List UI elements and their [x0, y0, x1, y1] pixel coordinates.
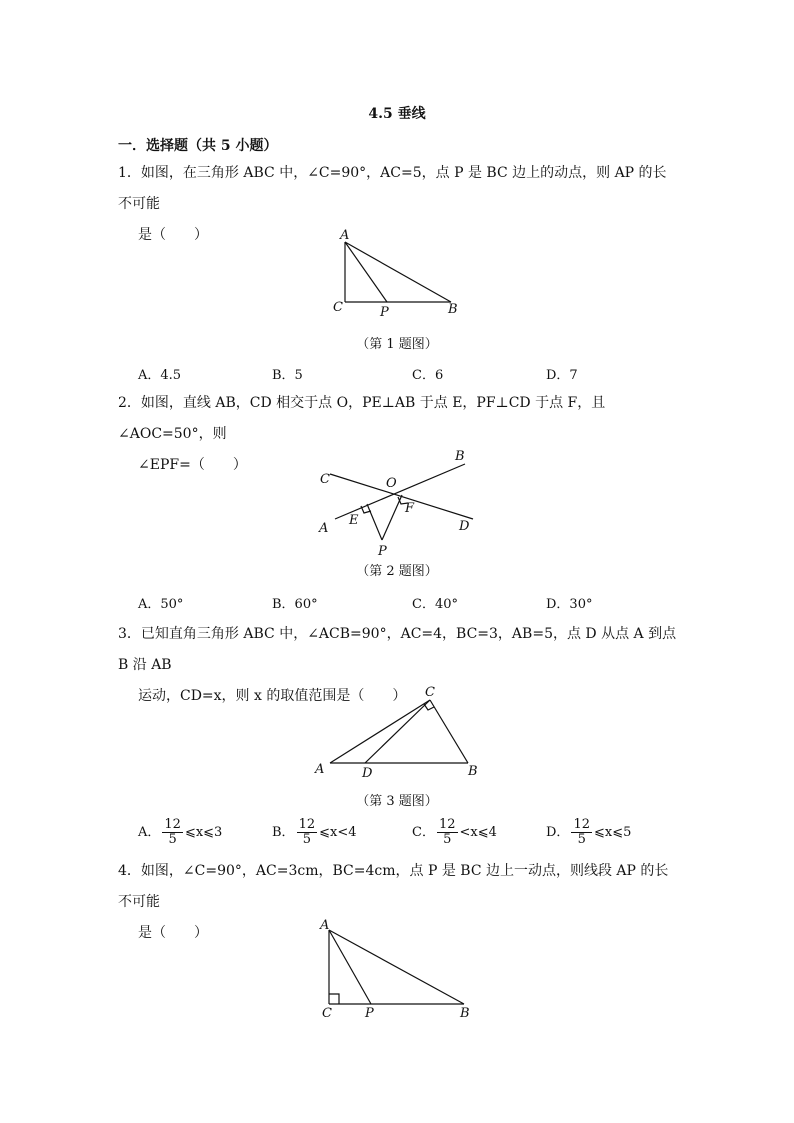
figure-1-caption: （第 1 题图） — [356, 337, 438, 352]
label-C: C — [320, 472, 330, 487]
label-C: C — [333, 300, 343, 315]
figure-2-caption: （第 2 题图） — [356, 564, 438, 579]
fraction: $\frac{12}{5}$ — [298, 817, 316, 847]
fraction: $\frac{12}{5}$ — [573, 817, 590, 847]
option-inequality: ⩽x⩽5 — [593, 825, 632, 840]
option-letter: A． — [138, 825, 161, 840]
question-text: 如图，直线 AB，CD 相交于点 O，PE⊥AB 于点 E，PF⊥CD 于点 F，且∠AOC=50°，则 — [118, 395, 606, 442]
option-d[interactable] — [546, 818, 631, 847]
label-B: B — [468, 764, 478, 779]
question-text-continued: 运动，CD=x，则 x 的取值范围是（ ） — [138, 688, 407, 704]
option-b[interactable]: B．5 — [272, 368, 303, 383]
option-b[interactable]: B．60° — [272, 597, 318, 612]
page-title: 4.5 垂线 — [368, 106, 426, 122]
option-c[interactable]: C．40° — [412, 597, 458, 612]
question-number: 3． — [118, 626, 141, 642]
fraction: $\frac{12}{5}$ — [164, 817, 181, 847]
option-a[interactable] — [138, 818, 222, 847]
fraction: $\frac{12}{5}$ — [438, 817, 456, 847]
label-C: C — [322, 1006, 332, 1021]
label-A: A — [319, 521, 329, 536]
label-A: A — [340, 228, 350, 243]
question-number: 1． — [118, 165, 141, 181]
question-text-continued: 是（ ） — [138, 227, 208, 243]
option-d[interactable]: D．30° — [546, 597, 593, 612]
option-inequality: ⩽x<4 — [319, 825, 357, 840]
question-text: 如图，在三角形 ABC 中，∠C=90°，AC=5，点 P 是 BC 边上的动点，则 AP 的长不可能 — [118, 165, 667, 212]
label-A: A — [315, 762, 325, 777]
label-P: P — [365, 1006, 374, 1021]
question-text: 如图，∠C=90°，AC=3cm，BC=4cm，点 P 是 BC 边上一动点，则线段 AP 的长不可能 — [118, 863, 669, 910]
option-letter: D． — [546, 825, 570, 840]
section-heading: 一．选择题（共 5 小题） — [118, 138, 278, 154]
figure-3-caption: （第 3 题图） — [356, 794, 438, 809]
label-P: P — [378, 544, 387, 559]
label-D: D — [362, 766, 373, 780]
question-number: 4． — [118, 863, 141, 879]
label-B: B — [448, 302, 458, 317]
option-a[interactable]: A．4.5 — [138, 368, 182, 383]
figure-4 — [315, 917, 475, 1022]
option-c[interactable] — [412, 818, 497, 847]
label-O: O — [386, 476, 397, 491]
label-C: C — [425, 685, 435, 700]
label-B: B — [455, 449, 465, 464]
question-text: 已知直角三角形 ABC 中，∠ACB=90°，AC=4，BC=3，AB=5，点 D 从点 A 到点 B 沿 AB — [118, 626, 677, 673]
option-b[interactable] — [272, 818, 357, 847]
label-P: P — [380, 305, 389, 320]
question-number: 2． — [118, 395, 141, 411]
label-D: D — [459, 519, 470, 534]
label-A: A — [320, 918, 330, 933]
option-a[interactable]: A．50° — [138, 597, 184, 612]
question-text-continued: ∠EPF=（ ） — [138, 457, 247, 473]
option-c[interactable]: C．6 — [412, 368, 444, 383]
question-text-continued: 是（ ） — [138, 925, 208, 941]
option-inequality: ⩽x⩽3 — [184, 825, 223, 840]
figure-3 — [310, 680, 485, 780]
option-letter: C． — [412, 825, 435, 840]
option-inequality: <x⩽4 — [459, 825, 497, 840]
figure-2 — [315, 445, 480, 560]
option-d[interactable]: D．7 — [546, 368, 578, 383]
figure-1 — [325, 225, 470, 320]
label-E: E — [349, 513, 359, 528]
label-B: B — [460, 1006, 470, 1021]
label-F: F — [405, 501, 415, 516]
option-letter: B． — [272, 825, 295, 840]
